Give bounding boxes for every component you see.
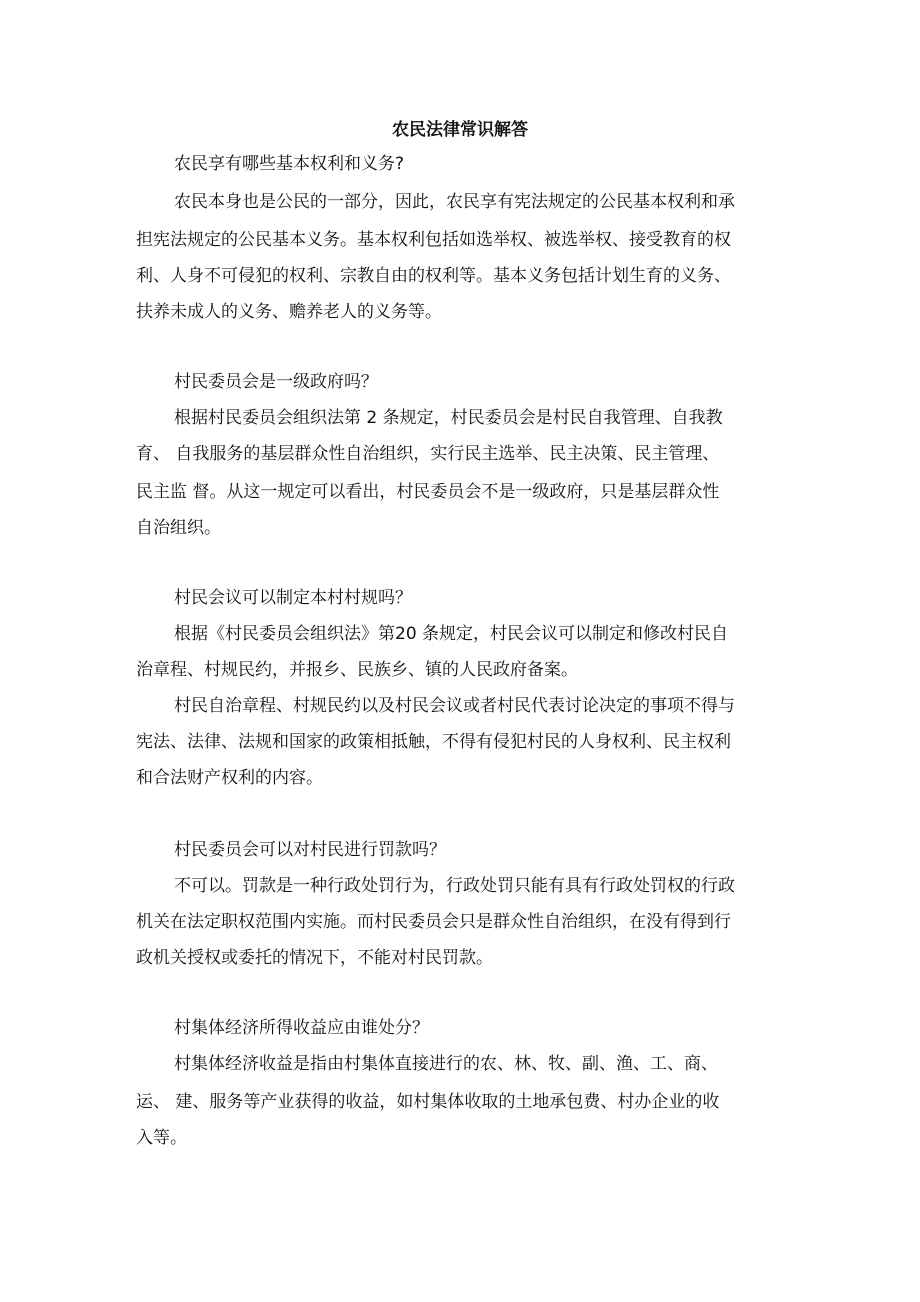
answer-line: 农民本身也是公民的一部分，因此，农民享有宪法规定的公民基本权利和承 — [174, 192, 735, 212]
answer-line: 和合法财产权利的内容。 — [136, 768, 323, 788]
question-heading: 村民委员会是一级政府吗？ — [174, 372, 378, 392]
answer-line: 运、 建、服务等产业获得的收益，如村集体收取的土地承包费、村办企业的收 — [136, 1092, 720, 1112]
answer-line: 不可以。罚款是一种行政处罚行为，行政处罚只能有具有行政处罚权的行政 — [174, 876, 735, 896]
answer-line: 入等。 — [136, 1128, 187, 1148]
question-heading: 村民委员会可以对村民进行罚款吗？ — [174, 840, 446, 860]
answer-line: 利、人身不可侵犯的权利、宗教自由的权利等。基本义务包括计划生育的义务、 — [136, 266, 731, 286]
answer-line: 机关在法定职权范围内实施。而村民委员会只是群众性自治组织，在没有得到行 — [136, 912, 731, 932]
answer-line: 宪法、法律、法规和国家的政策相抵触，不得有侵犯村民的人身权利、民主权利 — [136, 732, 731, 752]
answer-line: 根据村民委员会组织法第 2 条规定，村民委员会是村民自我管理、自我教 — [174, 408, 723, 428]
answer-line: 根据《村民委员会组织法》第20 条规定，村民会议可以制定和修改村民自 — [174, 624, 729, 644]
document-title: 农民法律常识解答 — [392, 120, 528, 140]
answer-line: 村民自治章程、村规民约以及村民会议或者村民代表讨论决定的事项不得与 — [174, 696, 735, 716]
question-heading: 农民享有哪些基本权利和义务? — [174, 154, 405, 174]
answer-line: 担宪法规定的公民基本义务。基本权利包括如选举权、被选举权、接受教育的权 — [136, 230, 731, 250]
answer-line: 民主监 督。从这一规定可以看出，村民委员会不是一级政府，只是基层群众性 — [136, 482, 720, 502]
question-heading: 村集体经济所得收益应由谁处分？ — [174, 1018, 429, 1038]
answer-line: 政机关授权或委托的情况下，不能对村民罚款。 — [136, 948, 493, 968]
answer-line: 治章程、村规民约，并报乡、民族乡、镇的人民政府备案。 — [136, 660, 578, 680]
answer-line: 育、 自我服务的基层群众性自治组织，实行民主选举、民主决策、民主管理、 — [136, 444, 720, 464]
answer-line: 自治组织。 — [136, 518, 221, 538]
question-heading: 村民会议可以制定本村村规吗？ — [174, 588, 412, 608]
answer-line: 村集体经济收益是指由村集体直接进行的农、林、牧、副、渔、工、商、 — [174, 1054, 718, 1074]
answer-line: 扶养未成人的义务、赡养老人的义务等。 — [136, 302, 442, 322]
